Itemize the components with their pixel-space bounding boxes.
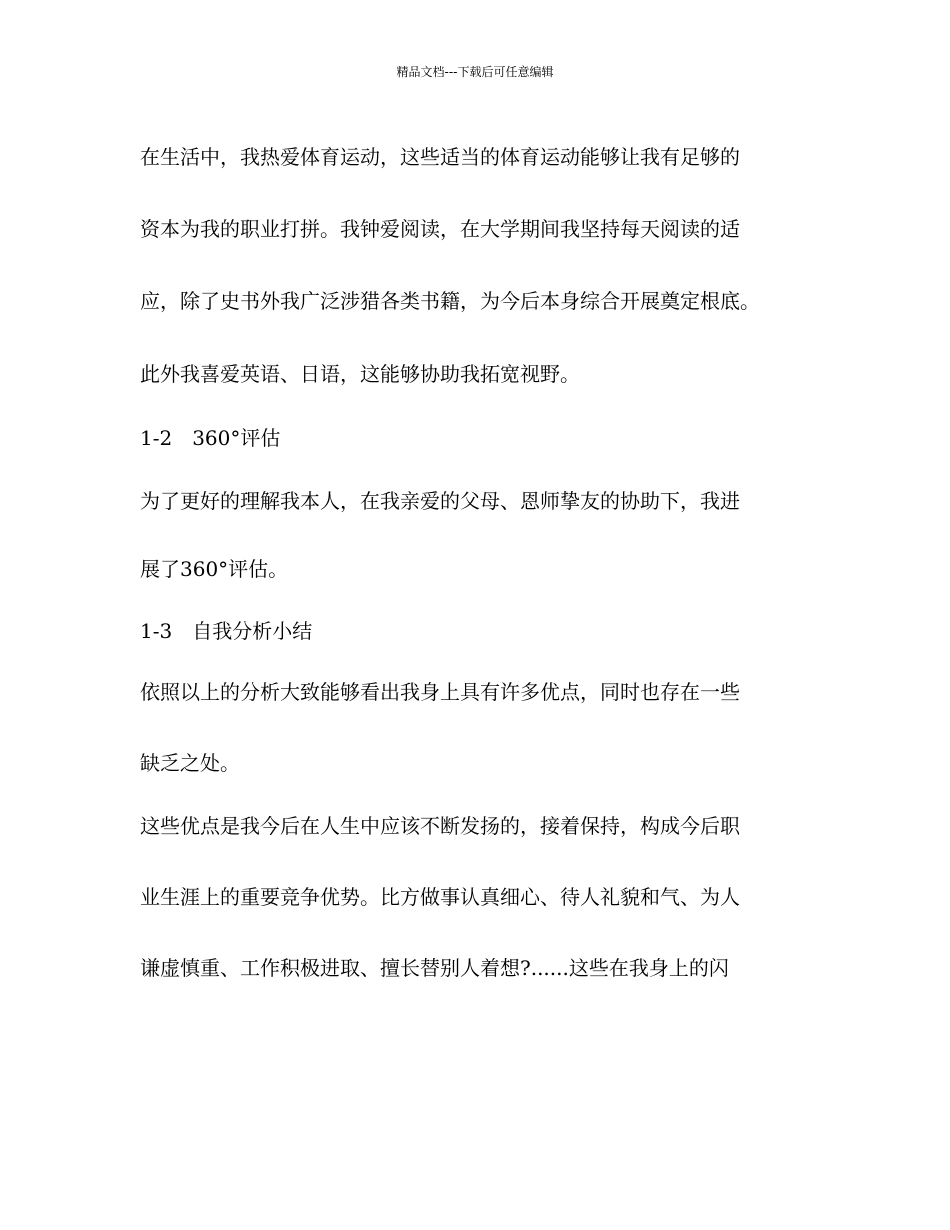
- body-line-10: 缺乏之处。: [140, 751, 240, 775]
- body-line-3: 应，除了史书外我广泛涉猎各类书籍，为今后本身综合开展奠定根底。: [140, 289, 760, 313]
- body-line-9: 依照以上的分析大致能够看出我身上具有许多优点，同时也存在一些: [140, 680, 740, 704]
- page-header: 精品文档---下载后可任意编辑: [396, 65, 554, 79]
- body-line-13: 谦虚慎重、工作积极进取、擅长替别人着想?......这些在我身上的闪: [140, 956, 729, 980]
- body-line-7: 展了360°评估。: [140, 557, 289, 581]
- body-line-12: 业生涯上的重要竞争优势。比方做事认真细心、待人礼貌和气、为人: [140, 885, 740, 909]
- section-heading-1-3: 1-3 自我分析小结: [140, 619, 313, 643]
- body-line-4: 此外我喜爱英语、日语，这能够协助我拓宽视野。: [140, 362, 580, 386]
- body-line-1: 在生活中，我热爱体育运动，这些适当的体育运动能够让我有足够的: [140, 145, 740, 169]
- body-line-11: 这些优点是我今后在人生中应该不断发扬的，接着保持，构成今后职: [140, 814, 740, 838]
- body-line-6: 为了更好的理解我本人，在我亲爱的父母、恩师挚友的协助下，我进: [140, 489, 740, 513]
- body-line-2: 资本为我的职业打拼。我钟爱阅读，在大学期间我坚持每天阅读的适: [140, 217, 740, 241]
- section-heading-1-2: 1-2 360°评估: [140, 426, 281, 450]
